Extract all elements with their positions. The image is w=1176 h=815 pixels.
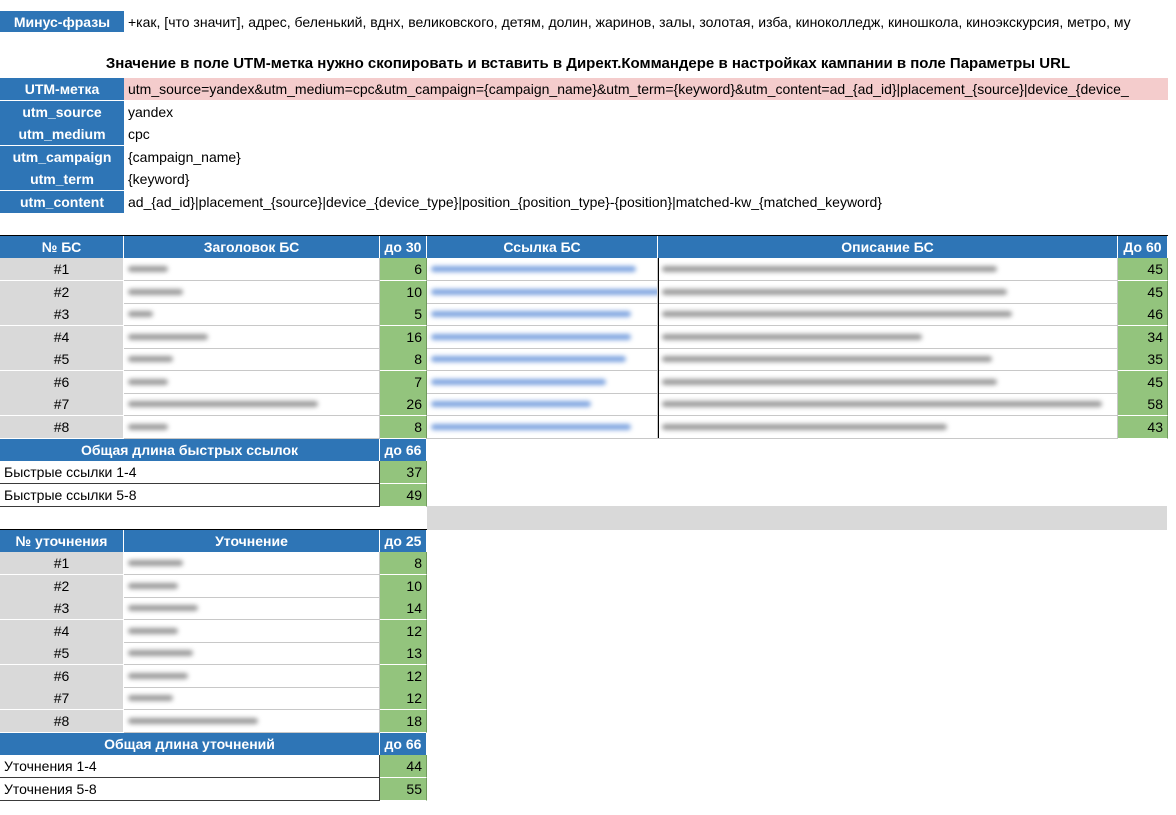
sitelinks-header-5: До 60 bbox=[1118, 236, 1168, 258]
callout-number: #6 bbox=[0, 665, 124, 688]
utm-label: utm_source bbox=[0, 101, 124, 124]
callout-length: 8 bbox=[380, 552, 427, 575]
blurred-link bbox=[431, 334, 631, 340]
utm-value[interactable]: yandex bbox=[128, 104, 174, 120]
callout-length: 14 bbox=[380, 597, 427, 620]
sitelink-title-length: 26 bbox=[380, 393, 427, 416]
utm-instruction-title: Значение в поле UTM-метка нужно скопировать и вставить в Директ.Коммандере в настройках кампании в поле Параметры URL bbox=[105, 55, 1071, 72]
callouts-total-limit: до 66 bbox=[380, 733, 427, 755]
sitelink-description-cell[interactable] bbox=[658, 281, 1118, 304]
sitelink-url-cell[interactable] bbox=[427, 416, 658, 439]
sitelink-description-cell[interactable] bbox=[658, 348, 1118, 371]
sitelink-title-length: 8 bbox=[380, 348, 427, 371]
sitelinks-header-0: № БС bbox=[0, 236, 124, 258]
blurred-text bbox=[128, 583, 178, 589]
sitelink-number: #4 bbox=[0, 326, 124, 349]
callouts-header-1: Уточнение bbox=[124, 530, 380, 552]
callout-text-cell[interactable] bbox=[124, 620, 380, 643]
callout-text-cell[interactable] bbox=[124, 552, 380, 575]
callout-number: #3 bbox=[0, 597, 124, 620]
callout-length: 18 bbox=[380, 710, 427, 733]
sitelink-title-length: 10 bbox=[380, 281, 427, 304]
blurred-text bbox=[128, 605, 198, 611]
sitelinks-header-1: Заголовок БС bbox=[124, 236, 380, 258]
minus-phrases-label: Минус-фразы bbox=[0, 11, 124, 33]
blurred-text bbox=[662, 424, 947, 430]
utm-tag-value[interactable]: utm_source=yandex&utm_medium=cpc&utm_campaign={campaign_name}&utm_term={keyword}&utm_content=ad_{ad_id}|placement_{source}|device_{device_ bbox=[124, 78, 1168, 100]
sitelink-description-length: 45 bbox=[1118, 371, 1168, 394]
sitelink-url-cell[interactable] bbox=[427, 281, 658, 304]
sitelink-number: #7 bbox=[0, 393, 124, 416]
sitelinks-total-value: 37 bbox=[380, 461, 427, 484]
callout-text-cell[interactable] bbox=[124, 642, 380, 665]
sitelink-url-cell[interactable] bbox=[427, 348, 658, 371]
sitelink-description-cell[interactable] bbox=[658, 371, 1118, 394]
blurred-text bbox=[128, 356, 173, 362]
sitelink-title-length: 16 bbox=[380, 326, 427, 349]
callout-number: #1 bbox=[0, 552, 124, 575]
blurred-text bbox=[128, 650, 193, 656]
link-col-border bbox=[658, 258, 659, 438]
sitelink-title-cell[interactable] bbox=[124, 303, 380, 326]
sitelinks-total-header: Общая длина быстрых ссылок bbox=[0, 439, 380, 461]
sitelink-description-length: 46 bbox=[1118, 303, 1168, 326]
callout-length: 12 bbox=[380, 665, 427, 688]
blurred-link bbox=[431, 401, 591, 407]
sitelink-title-length: 7 bbox=[380, 371, 427, 394]
sitelinks-total-value: 49 bbox=[380, 484, 427, 507]
separator-band bbox=[427, 506, 1167, 530]
blurred-text bbox=[128, 289, 183, 295]
sitelink-number: #6 bbox=[0, 371, 124, 394]
sitelinks-total-limit: до 66 bbox=[380, 439, 427, 461]
sitelink-description-length: 43 bbox=[1118, 416, 1168, 439]
sitelink-title-cell[interactable] bbox=[124, 371, 380, 394]
sitelink-number: #3 bbox=[0, 303, 124, 326]
blurred-text bbox=[128, 401, 318, 407]
sitelink-description-length: 35 bbox=[1118, 348, 1168, 371]
callout-text-cell[interactable] bbox=[124, 597, 380, 620]
callouts-total-label: Уточнения 1-4 bbox=[0, 755, 380, 778]
utm-value[interactable]: {campaign_name} bbox=[128, 149, 241, 165]
sitelink-description-cell[interactable] bbox=[658, 326, 1118, 349]
callout-length: 12 bbox=[380, 620, 427, 643]
sitelink-description-length: 45 bbox=[1118, 258, 1168, 281]
sitelink-description-length: 45 bbox=[1118, 281, 1168, 304]
sitelink-number: #1 bbox=[0, 258, 124, 281]
sitelink-url-cell[interactable] bbox=[427, 371, 658, 394]
sitelink-description-cell[interactable] bbox=[658, 416, 1118, 439]
sitelink-description-cell[interactable] bbox=[658, 393, 1118, 416]
sitelink-description-length: 34 bbox=[1118, 326, 1168, 349]
sitelinks-header-3: Ссылка БС bbox=[427, 236, 658, 258]
sitelink-url-cell[interactable] bbox=[427, 303, 658, 326]
callouts-total-label: Уточнения 5-8 bbox=[0, 778, 380, 801]
blurred-link bbox=[431, 379, 606, 385]
callout-number: #2 bbox=[0, 575, 124, 598]
sitelink-number: #8 bbox=[0, 416, 124, 439]
callout-text-cell[interactable] bbox=[124, 575, 380, 598]
blurred-text bbox=[662, 379, 997, 385]
blurred-text bbox=[128, 673, 188, 679]
sitelink-title-cell[interactable] bbox=[124, 348, 380, 371]
sitelinks-header-4: Описание БС bbox=[658, 236, 1118, 258]
sitelink-number: #5 bbox=[0, 348, 124, 371]
blurred-text bbox=[128, 424, 168, 430]
blurred-link bbox=[431, 356, 626, 362]
blurred-link bbox=[431, 266, 636, 272]
sitelink-description-cell[interactable] bbox=[658, 303, 1118, 326]
sitelink-description-cell[interactable] bbox=[658, 258, 1118, 281]
blurred-text bbox=[662, 334, 922, 340]
utm-label: utm_content bbox=[0, 191, 124, 214]
callout-number: #8 bbox=[0, 710, 124, 733]
sitelink-url-cell[interactable] bbox=[427, 393, 658, 416]
minus-phrases-value[interactable]: +как, [что значит], адрес, беленький, вднх, великовского, детям, долин, жаринов, залы, золотая, изба, киноколледж, киношкола, киноэкскурсия, метро, му bbox=[128, 14, 1131, 30]
sitelink-description-length: 58 bbox=[1118, 393, 1168, 416]
callout-number: #7 bbox=[0, 687, 124, 710]
callouts-header-2: до 25 bbox=[380, 530, 427, 552]
blurred-text bbox=[662, 266, 997, 272]
sitelink-url-cell[interactable] bbox=[427, 326, 658, 349]
utm-value[interactable]: {keyword} bbox=[128, 171, 190, 187]
sitelinks-header-2: до 30 bbox=[380, 236, 427, 258]
utm-value[interactable]: cpc bbox=[128, 126, 150, 142]
sitelinks-total-label: Быстрые ссылки 1-4 bbox=[0, 461, 380, 484]
blurred-link bbox=[431, 424, 631, 430]
sitelink-title-cell[interactable] bbox=[124, 416, 380, 439]
blurred-text bbox=[128, 628, 178, 634]
blurred-text bbox=[128, 266, 168, 272]
sitelink-url-cell[interactable] bbox=[427, 258, 658, 281]
blurred-text bbox=[128, 379, 168, 385]
utm-value[interactable]: ad_{ad_id}|placement_{source}|device_{device_type}|position_{position_type}-{position}|matched-kw_{matched_keyword} bbox=[128, 194, 882, 210]
callouts-header-0: № уточнения bbox=[0, 530, 124, 552]
callout-text-cell[interactable] bbox=[124, 687, 380, 710]
blurred-text bbox=[128, 334, 208, 340]
blurred-text bbox=[662, 356, 992, 362]
sitelink-title-length: 5 bbox=[380, 303, 427, 326]
callout-text-cell[interactable] bbox=[124, 665, 380, 688]
callout-number: #5 bbox=[0, 642, 124, 665]
callout-length: 12 bbox=[380, 687, 427, 710]
sitelink-title-cell[interactable] bbox=[124, 326, 380, 349]
callout-text-cell[interactable] bbox=[124, 710, 380, 733]
blurred-text bbox=[128, 560, 183, 566]
callouts-total-value: 44 bbox=[380, 755, 427, 778]
callout-length: 10 bbox=[380, 575, 427, 598]
sitelink-title-cell[interactable] bbox=[124, 281, 380, 304]
blurred-text bbox=[128, 718, 258, 724]
blurred-text bbox=[662, 289, 1007, 295]
sitelink-title-length: 8 bbox=[380, 416, 427, 439]
sitelink-title-cell[interactable] bbox=[124, 393, 380, 416]
blurred-link bbox=[431, 311, 631, 317]
blurred-text bbox=[662, 401, 1102, 407]
callouts-total-value: 55 bbox=[380, 778, 427, 801]
blurred-text bbox=[128, 311, 153, 317]
blurred-link bbox=[431, 289, 658, 295]
sitelink-title-cell[interactable] bbox=[124, 258, 380, 281]
callouts-total-header: Общая длина уточнений bbox=[0, 733, 380, 755]
sitelink-title-length: 6 bbox=[380, 258, 427, 281]
utm-label: utm_term bbox=[0, 168, 124, 191]
utm-label: utm_campaign bbox=[0, 146, 124, 169]
utm-label: UTM-метка bbox=[0, 78, 124, 101]
sitelinks-total-label: Быстрые ссылки 5-8 bbox=[0, 484, 380, 507]
blurred-text bbox=[662, 311, 1012, 317]
callout-length: 13 bbox=[380, 642, 427, 665]
blurred-text bbox=[128, 695, 173, 701]
utm-label: utm_medium bbox=[0, 123, 124, 146]
sitelink-number: #2 bbox=[0, 281, 124, 304]
callout-number: #4 bbox=[0, 620, 124, 643]
